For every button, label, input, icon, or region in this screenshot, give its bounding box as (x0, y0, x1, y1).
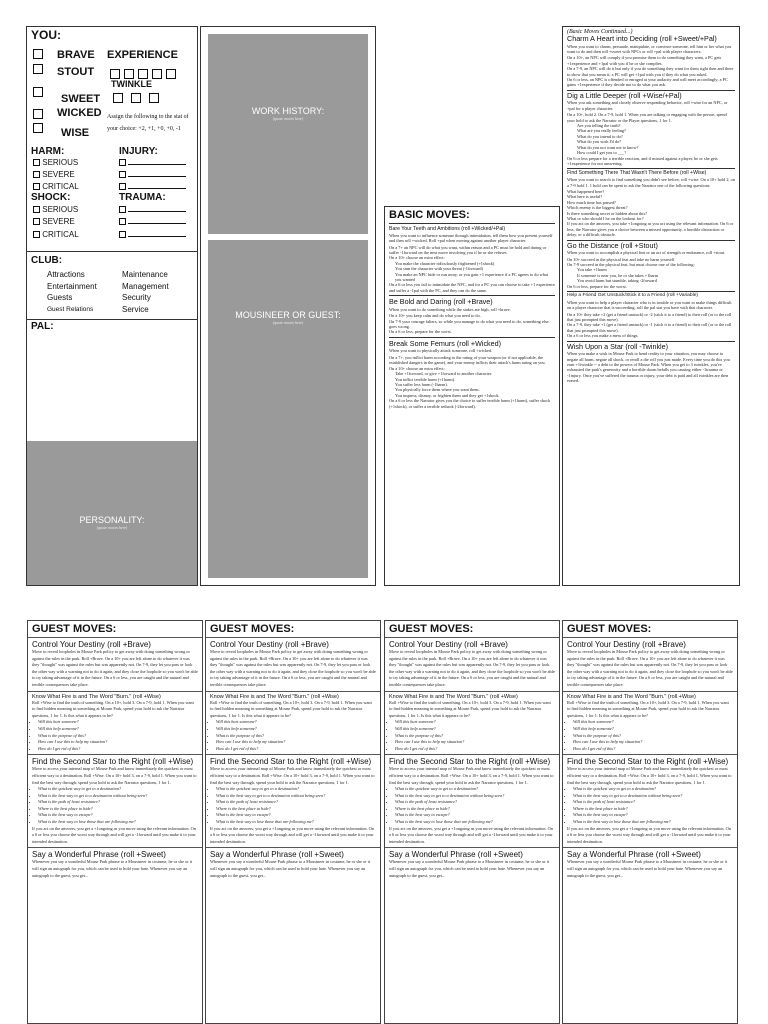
divider (28, 637, 202, 638)
move-bold-body: When you want to do something while the stakes are high, roll +brave. (389, 306, 511, 312)
divider (206, 691, 380, 692)
phrase-title: Say a Wonderful Phrase (roll +Sweet) (32, 850, 166, 860)
divider (28, 691, 202, 692)
basic-moves-panel (384, 206, 560, 586)
twinkle-label: TWINKLE (111, 79, 152, 89)
harm-serious: SERIOUS (42, 158, 79, 167)
fire-body: Roll +Wise to find the truth of something. On a 10+, hold 3. On a 7-9, hold 1. When you want to find hidden meaning in something at Mouse Park, spend your hold to ask the Narrator questions, 1 for 1. Is this what it appears to be? (389, 699, 551, 718)
shock-row (33, 205, 78, 214)
move-deeper-bullet: What are you really feeling? (577, 128, 626, 134)
injury-line[interactable] (128, 188, 186, 189)
star-body: Move to access your internal map of Mouse Park and know immediately the quickest or most efficient way to a destination. Roll +Wise. On a 10+ hold 3, on a 7-9, hold 1. When you want to find the best way through, spend your hold to ask the Narrator questions, 1 for 1. (567, 766, 732, 785)
fire-text (32, 700, 198, 753)
stat-wise: WISE (61, 127, 90, 139)
fire-question: • Will this hurt someone? (395, 719, 555, 726)
fire-question: • How can I use this to help my situation? (216, 739, 376, 746)
star-title: Find the Second Star to the Right (roll +Wise) (210, 757, 372, 767)
guest-moves-title: GUEST MOVES: (567, 623, 652, 635)
move-distance-bullet: You avoid harm but stumble, taking -2forward (577, 278, 657, 284)
move-femurs-bullet: Take +1forward, or give +1forward to another character. (395, 371, 493, 377)
harm-title: HARM: (31, 146, 65, 157)
star-question: • What is the best way to get to a destination without being seen? (216, 793, 376, 800)
you-title: YOU: (31, 28, 61, 42)
divider (389, 295, 555, 296)
divider (28, 754, 202, 755)
wicked-checkbox[interactable] (33, 109, 43, 119)
trauma-row[interactable] (119, 217, 186, 226)
star-question: • What is the best way to escape? (216, 812, 376, 819)
star-question: • What is the quickest way to get to a destination? (573, 786, 733, 793)
club-attractions[interactable]: Attractions (47, 270, 85, 279)
fire-question: • Will this help someone? (573, 726, 733, 733)
club-management[interactable]: Management (122, 281, 169, 291)
star-question: • What is the best way to lose those that are following me? (573, 819, 733, 826)
move-help-bullet: On a 10+ they take +2 (get a friend unstuck) or -2 (stick it to a friend) to their roll (or to the roll that just prompted this move). (567, 311, 732, 323)
star-question: • Where is the best place to hide? (38, 806, 198, 813)
guest-moves-column-1 (27, 620, 203, 1024)
stat-wicked: WICKED (57, 107, 102, 119)
destiny-body: Move to reveal loopholes in Mouse Park policy to get away with doing something wrong or against the rules in the park. Roll +Brave. On a 10+ you are left alone to do whatever it was they "thought" was against the rules but was apparently not. On 7-9, they let you pass or look the other way with a warning not to do it again, and they close the loophole so you won't be able to try taking advantage of it in the future. On a 6 or less, you are caught and the natural and terrible consequences take place. (210, 649, 376, 687)
move-distance-bullet: On 7-9 succeed in the physical feat, but must choose one of the following: (567, 261, 695, 267)
move-help-bullet: On a 6 or less you make a mess of things. (567, 333, 639, 339)
move-charm-title: Charm A Heart into Deciding (roll +Sweet/+Pal) (567, 34, 717, 43)
move-distance-bullet: If someone is near you, he or she takes +1harm (577, 272, 659, 278)
shock-serious: SERIOUS (42, 205, 79, 214)
move-femurs-bullet: You suffer less harm (-1harm). (395, 381, 448, 387)
star-after: If you act on the answers, you get a +1ongoing as you move using the relevant information. On a 6 or less you choose the worst way through and will get a -1forward until you make it to your intended destination. (210, 825, 374, 844)
personality-title: PERSONALITY: (79, 515, 145, 525)
fire-body: Roll +Wise to find the truth of something. On a 10+, hold 3. On a 7-9, hold 1. When you want to find hidden meaning in something at Mouse Park, spend your hold to ask the Narrator questions, 1 for 1. Is this what it appears to be? (567, 699, 729, 718)
shock-critical: CRITICAL (42, 230, 79, 239)
shock-row (33, 217, 75, 226)
fire-question: • Will this help someone? (216, 726, 376, 733)
star-question: • Where is the best place to hide? (573, 806, 733, 813)
star-text (567, 766, 733, 845)
fire-title: Know What Fire is and The Word "Burn." (roll +Wise) (389, 693, 518, 700)
move-help-title: Help a Friend Get Unstuck/Stick it to a Friend (roll +Variable) (567, 293, 699, 299)
experience-box[interactable] (152, 69, 162, 79)
star-question: • What is the quickest way to get to a destination? (216, 786, 376, 793)
injury-checkbox[interactable] (119, 159, 126, 166)
shock-row (33, 230, 79, 239)
harm-critical: CRITICAL (42, 182, 79, 191)
star-question: • What is the path of least resistance? (395, 799, 555, 806)
guest-moves-title: GUEST MOVES: (32, 623, 117, 635)
fire-question: • Will this hurt someone? (38, 719, 198, 726)
divider (563, 691, 737, 692)
fire-title: Know What Fire is and The Word "Burn." (roll +Wise) (32, 693, 161, 700)
divider (563, 754, 737, 755)
move-charm-body: When you want to charm, persuade, manipulate, or convince someone, tell him or her what you want to do and then roll +sweet with NPCs or roll +pal with player characters. (567, 43, 732, 54)
history-panel (200, 26, 376, 586)
move-femurs-text (389, 348, 555, 408)
harm-checkbox[interactable] (33, 159, 40, 166)
mousineer-title: MOUSINEER OR GUEST: (235, 310, 341, 320)
twinkle-box[interactable] (131, 93, 141, 103)
fire-question: • How do I get rid of this? (38, 746, 198, 753)
injury-checkbox[interactable] (119, 183, 126, 190)
move-deeper-bullet: How could I get you to ___? (577, 150, 627, 156)
move-distance-text (567, 250, 735, 289)
guest-moves-title: GUEST MOVES: (389, 623, 474, 635)
stat-sweet: SWEET (61, 93, 101, 105)
harm-severe: SEVERE (42, 170, 75, 179)
star-body: Move to access your internal map of Mouse Park and know immediately the quickest or most efficient way to a destination. Roll +Wise. On a 10+ hold 3, on a 7-9, hold 1. When you want to find the best way through, spend your hold to ask the Narrator questions, 1 for 1. (32, 766, 197, 785)
move-deeper-body: When you ask something and closely observe responding behavior, roll +wise for an NPC, or +pal for a player character. (567, 100, 728, 111)
move-charm-bullet: On 6 or less, an NPC is offended or enraged at your audacity and will meet accordingly; a PC gains +1experience if they decide not to do what you ask. (567, 77, 728, 88)
experience-box[interactable] (138, 69, 148, 79)
move-charm-text (567, 44, 735, 88)
destiny-title: Control Your Destiny (roll +Brave) (210, 640, 329, 649)
guest-moves-title: GUEST MOVES: (210, 623, 295, 635)
star-question: • What is the best way to escape? (573, 812, 733, 819)
star-text (32, 766, 198, 845)
shock-checkbox[interactable] (33, 206, 40, 213)
stout-checkbox[interactable] (33, 64, 43, 74)
fire-question: • How do I get rid of this? (573, 746, 733, 753)
move-find-body: When you want to search to find something you didn't see before, roll +wise. On a 10+ hold 2, on a 7-9 hold 1. 1 hold can be spent to ask the Narrator one of the following questions. (567, 177, 735, 188)
continued-header: (Basic Moves Continued...) (567, 29, 633, 35)
personality-subtitle: (quote moves here) (96, 525, 128, 530)
trauma-line[interactable] (128, 223, 186, 224)
star-text (210, 766, 376, 845)
destiny-body: Move to reveal loopholes in Mouse Park policy to get away with doing something wrong or against the rules in the park. Roll +Brave. On a 10+ you are left alone to do whatever it was they "thought" was against the rules but was apparently not. On 7-9, they let you pass or look the other way with a warning not to do it again, and they close the loophole so you won't be able to try taking advantage of it in the future. On a 6 or less, you are caught and the natural and terrible consequences take place. (567, 649, 733, 687)
move-distance-bullet: You take +1harm (577, 267, 607, 273)
guest-moves-column-2 (205, 620, 381, 1024)
divider (385, 691, 559, 692)
wise-checkbox[interactable] (33, 123, 43, 133)
divider (389, 337, 555, 338)
move-charm-bullet: On a 7-9, an NPC will do it but only if you do something they want for them right then and there to show that you mean it; a PC will get +1pal with you if they do what you asked. (567, 66, 734, 77)
pal-title: PAL: (31, 321, 54, 332)
move-find-bullet: What here is useful? (567, 194, 603, 200)
move-deeper-bullet: What do you not want me to know? (577, 144, 639, 150)
star-question: • What is the best way to lose those that are following me? (38, 819, 198, 826)
move-find-text (567, 177, 735, 237)
move-distance-bullet: On 6 or less, prepare for the worst. (567, 283, 627, 289)
experience-label: EXPERIENCE (107, 49, 178, 61)
trauma-row[interactable] (119, 205, 186, 214)
trauma-checkbox[interactable] (119, 231, 126, 238)
divider (567, 291, 735, 292)
club-maintenance[interactable]: Maintenance (122, 270, 168, 279)
move-bare-teeth-bullet: You stun the character with your threat (-1forward) (395, 266, 483, 272)
move-help-body: When you want to help a player character who is in trouble or you want to make things difficult on a player character that is succeeding, roll the pal stat you have with that character. (567, 299, 732, 311)
move-bare-teeth-body: When you want to influence someone through intimidation, tell them how you present yourself and then roll +wicked. Roll +pal when moving against another player character. (389, 232, 553, 244)
fire-body: Roll +Wise to find the truth of something. On a 10+, hold 3. On a 7-9, hold 1. When you want to find hidden meaning in something at Mouse Park, spend your hold to ask the Narrator questions, 1 for 1. Is this what it appears to be? (210, 699, 372, 718)
star-question: • What is the quickest way to get to a destination? (38, 786, 198, 793)
trauma-checkbox[interactable] (119, 218, 126, 225)
move-deeper-bullet: What do you wish I'd do? (577, 139, 622, 145)
destiny-title: Control Your Destiny (roll +Brave) (32, 640, 151, 649)
twinkle-box[interactable] (149, 93, 159, 103)
move-bare-teeth-bullet: You make the character ridiculously frightened (+1shock) (395, 260, 495, 266)
divider (567, 168, 735, 169)
work-history-box[interactable] (208, 34, 368, 234)
brave-checkbox[interactable] (33, 49, 43, 59)
phrase-body: Whenever you say a wonderful Mouse Park phrase to a Mousineer in costume, he or she or it will sign an autograph for you, which can be used to hold your hate. Whenever you say an autograph to the guest, you get... (32, 859, 193, 878)
divider (27, 319, 197, 320)
assign-note: Assign the following to the stat of your choice: +2, +1, +0, +0, -1 (107, 114, 189, 132)
injury-title: INJURY: (119, 146, 158, 157)
move-find-bullet: If you act on the answers, you take +1ongoing as you act using the relevant information. On 6 or less, the Narrator gives you a choice between a missed opportunity, a horrible distraction or delay, or a difficult obstacle. (567, 221, 734, 238)
work-history-subtitle: (quote moves here) (272, 116, 304, 121)
work-history-title: WORK HISTORY: (251, 106, 325, 116)
trauma-line[interactable] (128, 236, 186, 237)
fire-question: • How can I use this to help my situation? (395, 739, 555, 746)
fire-question: • What is the purpose of this? (573, 733, 733, 740)
destiny-title: Control Your Destiny (roll +Brave) (567, 640, 686, 649)
move-bold-bullet: On a 6 or less, prepare for the worst. (389, 329, 452, 335)
move-find-title: Find Something There That Wasn't There Before (roll +Wise) (567, 170, 707, 177)
move-deeper-bullet: On 6 or less prepare for a terrible reaction, and if missed against a player, he or she gets +1experience for not answering. (567, 155, 718, 166)
injury-checkbox[interactable] (119, 171, 126, 178)
club-security[interactable]: Security (122, 293, 151, 302)
divider (206, 637, 380, 638)
shock-checkbox[interactable] (33, 218, 40, 225)
move-wish-body: When you make a wish in Mouse Park to bend reality to your situation, you may choose to negate all harm, negate all shock, or reroll a die roll you just made. Every time you do this you earn +1twinkle -- a debt to the powers of Mouse Park. When you get to 3 twinkles, you've exhausted the park's generosity and a horrible doom befalls you causing either -1trauma or -1injury. Once you've suffered the trauma or injury, your debt is paid and all twinkles are then erased. (567, 351, 730, 384)
injury-row[interactable] (119, 158, 186, 167)
divider (28, 847, 202, 848)
star-question: • What is the best way to lose those that are following me? (395, 819, 555, 826)
move-bare-teeth-text (389, 233, 555, 293)
move-distance-body: When you want to accomplish a physical feat or an act of strength or endurance, roll +stout. (567, 250, 726, 256)
harm-row (33, 170, 75, 179)
move-deeper-text (567, 100, 735, 166)
star-question: • Where is the best place to hide? (395, 806, 555, 813)
injury-row[interactable] (119, 170, 186, 179)
divider (206, 847, 380, 848)
star-question: • What is the path of least resistance? (38, 799, 198, 806)
phrase-title: Say a Wonderful Phrase (roll +Sweet) (389, 850, 523, 860)
move-help-text (567, 300, 735, 339)
move-bold-bullet: On 7-9 your courage falters, so while you manage to do what you need to do, something else goes wrong. (389, 318, 549, 330)
move-deeper-bullet: Are you telling the truth? (577, 123, 621, 129)
star-question: • What is the quickest way to get to a destination? (395, 786, 555, 793)
fire-question: • How do I get rid of this? (395, 746, 555, 753)
move-femurs-bullet: You inflict terrible harm (+1harm). (395, 376, 456, 382)
fire-question: • What is the purpose of this? (395, 733, 555, 740)
club-title: CLUB: (31, 255, 63, 266)
phrase-body: Whenever you say a wonderful Mouse Park phrase to a Mousineer in costume, he or she or it will sign an autograph for you, which can be used to hold your hate. Whenever you say an autograph to the guest, you get... (210, 859, 371, 878)
move-femurs-bullet: You physically force them where you want them. (395, 387, 480, 393)
divider (389, 223, 555, 224)
fire-question: • Will this hurt someone? (216, 719, 376, 726)
harm-row (33, 182, 79, 191)
move-find-bullet: Is there something secret or hidden about this? (567, 210, 648, 216)
shock-checkbox[interactable] (33, 231, 40, 238)
trauma-row[interactable] (119, 230, 186, 239)
stat-brave: BRAVE (57, 49, 95, 61)
move-deeper-bullet: What do you intend to do? (577, 133, 623, 139)
star-title: Find the Second Star to the Right (roll +Wise) (32, 757, 194, 767)
trauma-checkbox[interactable] (119, 206, 126, 213)
fire-question: • Will this help someone? (395, 726, 555, 733)
club-service[interactable]: Service (122, 304, 149, 314)
move-wish-text (567, 351, 735, 383)
move-bare-teeth-title: Bare Your Teeth and Ambitions (roll +Wicked/+Pal) (389, 226, 506, 232)
fire-question: • Will this hurt someone? (573, 719, 733, 726)
divider (563, 637, 737, 638)
divider (206, 754, 380, 755)
star-question: • What is the best way to get to a destination without being seen? (395, 793, 555, 800)
fire-question: • How can I use this to help my situation? (38, 739, 198, 746)
experience-box[interactable] (124, 69, 134, 79)
move-bold-bullet: On a 10+ you keep calm and do what you need to do. (389, 313, 481, 319)
harm-checkbox[interactable] (33, 171, 40, 178)
move-help-bullet: On a 7-9, they take +1 (get a friend unstuck) or -1 (stick it to a friend) to their roll (or to the roll that just prompted this move). (567, 322, 732, 333)
experience-box[interactable] (166, 69, 176, 79)
destiny-body: Move to reveal loopholes in Mouse Park policy to get away with doing something wrong or against the rules in the park. Roll +Brave. On a 10+ you are left alone to do whatever it was they "thought" was against the rules but was apparently not. On 7-9, they let you pass or look the other way with a warning not to do it again, and they close the loophole so you won't be able to try taking advantage of it in the future. On a 6 or less, you are caught and the natural and terrible consequences take place. (32, 649, 198, 687)
club-entertainment[interactable]: Entertainment (47, 281, 97, 291)
injury-line[interactable] (128, 176, 186, 177)
shock-title: SHOCK: (31, 192, 71, 203)
star-question: • What is the best way to escape? (395, 812, 555, 819)
star-title: Find the Second Star to the Right (roll +Wise) (389, 757, 551, 767)
move-femurs-bullet: You impress, dismay, or frighten them and they get +1shock. (395, 392, 500, 398)
move-find-bullet: How much time has passed? (567, 199, 616, 205)
star-after: If you act on the answers, you get a +1ongoing as you move using the relevant information. On a 6 or less you choose the worst way through and will get a -1forward until you make it to your intended destination. (32, 825, 196, 844)
harm-row (33, 158, 78, 167)
trauma-line[interactable] (128, 211, 186, 212)
fire-question: • How can I use this to help my situation? (573, 739, 733, 746)
star-title: Find the Second Star to the Right (roll +Wise) (567, 757, 729, 767)
star-body: Move to access your internal map of Mouse Park and know immediately the quickest or most efficient way to a destination. Roll +Wise. On a 10+ hold 3, on a 7-9, hold 1. When you want to find the best way through, spend your hold to ask the Narrator questions, 1 for 1. (210, 766, 375, 785)
phrase-title: Say a Wonderful Phrase (roll +Sweet) (210, 850, 344, 860)
star-question: • What is the best way to get to a destination without being seen? (38, 793, 198, 800)
star-body: Move to access your internal map of Mouse Park and know immediately the quickest or most efficient way to a destination. Roll +Wise. On a 10+ hold 3, on a 7-9, hold 1. When you want to find the best way through, spend your hold to ask the Narrator questions, 1 for 1. (389, 766, 554, 785)
destiny-body: Move to reveal loopholes in Mouse Park policy to get away with doing something wrong or against the rules in the park. Roll +Brave. On a 10+ you are left alone to do whatever it was they "thought" was against the rules but was apparently not. On 7-9, they let you pass or look the other way with a warning not to do it again, and they close the loophole so you won't be able to try taking advantage of it in the future. On a 6 or less, you are caught and the natural and terrible consequences take place. (389, 649, 555, 687)
divider (385, 637, 559, 638)
personality-box[interactable] (27, 441, 197, 585)
fire-title: Know What Fire is and The Word "Burn." (roll +Wise) (210, 693, 339, 700)
twinkle-box[interactable] (113, 93, 123, 103)
move-bare-teeth-bullet: On a 7+ an NPC will do what you want, within reason and a PC must be bold and daring or suffer -1forward on the next move involving you if he or she refuses (389, 244, 547, 256)
star-question: • What is the best way to get to a destination without being seen? (573, 793, 733, 800)
star-question: • What is the path of least resistance? (216, 799, 376, 806)
sweet-checkbox[interactable] (33, 87, 43, 97)
character-sheet-panel (26, 26, 198, 586)
move-bare-teeth-bullet: On a 10+ choose an extra effect: (389, 255, 445, 261)
move-find-bullet: What or who should I be on the lookout for? (567, 215, 644, 221)
move-find-bullet: What happened here? (567, 188, 605, 194)
move-deeper-bullet: On a 10+, hold 2. On a 7-9, hold 1. When you are talking or engaging with the person, spend your hold to ask the Narrator or the Player questions, 1 for 1. (567, 112, 727, 123)
club-grid (47, 269, 197, 315)
mousineer-box[interactable] (208, 240, 368, 578)
fire-text (210, 700, 376, 753)
move-bare-teeth-bullet: You make an NPC hide or run away, or you gain +1 experience if a PC agrees to do what you wanted (395, 271, 549, 283)
move-femurs-bullet: On a 10+ choose an extra effect: (389, 365, 445, 371)
destiny-title: Control Your Destiny (roll +Brave) (389, 640, 508, 649)
move-bold-title: Be Bold and Daring (roll +Brave) (389, 297, 493, 307)
fire-question: • Will this help someone? (38, 726, 198, 733)
shock-severe: SEVERE (42, 217, 75, 226)
injury-line[interactable] (128, 164, 186, 165)
star-after: If you act on the answers, you get a +1ongoing as you move using the relevant information. On a 6 or less you choose the worst way through and will get a -1forward until you make it to your intended destination. (389, 825, 553, 844)
move-distance-bullet: On 10+ succeed in the physical feat and take no harm yourself (567, 256, 675, 262)
move-distance-title: Go the Distance (roll +Stout) (567, 240, 658, 250)
move-femurs-title: Break Some Femurs (roll +Wicked) (389, 338, 502, 348)
star-question: • Where is the best place to hide? (216, 806, 376, 813)
move-deeper-title: Dig a Little Deeper (roll +Wise/+Pal) (567, 90, 682, 100)
move-find-bullet: Which enemy is the biggest threat? (567, 205, 628, 211)
fire-question: • What is the purpose of this? (38, 733, 198, 740)
stat-stout: STOUT (57, 66, 95, 78)
move-charm-bullet: On a 10+, an NPC will comply if you promise them to do something they want, a PC gets +1experience and +1pal with you if he or she complies. (567, 55, 722, 66)
move-femurs-bullet: On a 6 or less the Narrator gives you the choice to suffer terrible harm (+1harm), suffer shock (+1shock), or suffer a terrible setback (-2forward). (389, 398, 551, 409)
move-bold-text (389, 307, 555, 335)
fire-question: • How do I get rid of this? (216, 746, 376, 753)
club-guest-relations[interactable]: Guest Relations (47, 305, 94, 313)
star-after: If you act on the answers, you get a +1ongoing as you move using the relevant information. On a 6 or less you choose the worst way through and will get a -1forward until you make it to your intended destination. (567, 825, 731, 844)
move-femurs-bullet: On a 7+, you inflict harm according to the rating of your weapon (or if not applicable, the established dangers in the game), and your enemy inflicts their attack's harm rating on you. (389, 354, 546, 366)
guest-moves-column-4 (562, 620, 738, 1024)
star-question: • What is the best way to escape? (38, 812, 198, 819)
move-bare-teeth-bullet: On a 6 or less you fail to intimidate the NPC, and for a PC you can choose to take +1 experience and suffer a -1pal with the PC, and they can do the same. (389, 282, 555, 293)
move-wish-title: Wish Upon a Star (roll -Twinkle) (567, 341, 669, 351)
fire-title: Know What Fire is and The Word "Burn." (roll +Wise) (567, 693, 696, 700)
divider (385, 754, 559, 755)
divider (563, 847, 737, 848)
mousineer-subtitle: (quote moves here) (272, 320, 304, 325)
fire-text (389, 700, 555, 753)
harm-checkbox[interactable] (33, 183, 40, 190)
fire-question: • What is the purpose of this? (216, 733, 376, 740)
phrase-body: Whenever you say a wonderful Mouse Park phrase to a Mousineer in costume, he or she or it will sign an autograph for you, which can be used to hold your hate. Whenever you say an autograph to the guest, you get... (567, 859, 728, 878)
experience-box[interactable] (110, 69, 120, 79)
move-femurs-body: When you want to physically attack someone, roll +wicked. (389, 348, 493, 354)
divider (27, 251, 197, 252)
phrase-title: Say a Wonderful Phrase (roll +Sweet) (567, 850, 701, 860)
injury-row[interactable] (119, 182, 186, 191)
club-guests[interactable]: Guests (47, 293, 73, 302)
phrase-body: Whenever you say a wonderful Mouse Park phrase to a Mousineer in costume, he or she or it will sign an autograph for you, which can be used to hold your hate. Whenever you say an autograph to the guest, you get... (389, 859, 550, 878)
basic-moves-title: BASIC MOVES: (389, 209, 470, 221)
star-question: • What is the best way to lose those that are following me? (216, 819, 376, 826)
twinkle-boxes (113, 89, 159, 107)
guest-moves-column-3 (384, 620, 560, 1024)
trauma-title: TRAUMA: (119, 192, 166, 203)
fire-text (567, 700, 733, 753)
star-question: • What is the path of least resistance? (573, 799, 733, 806)
basic-moves-continued-panel (562, 26, 740, 586)
star-text (389, 766, 555, 845)
divider (385, 847, 559, 848)
fire-body: Roll +Wise to find the truth of something. On a 10+, hold 3. On a 7-9, hold 1. When you want to find hidden meaning in something at Mouse Park, spend your hold to ask the Narrator questions, 1 for 1. Is this what it appears to be? (32, 699, 194, 718)
